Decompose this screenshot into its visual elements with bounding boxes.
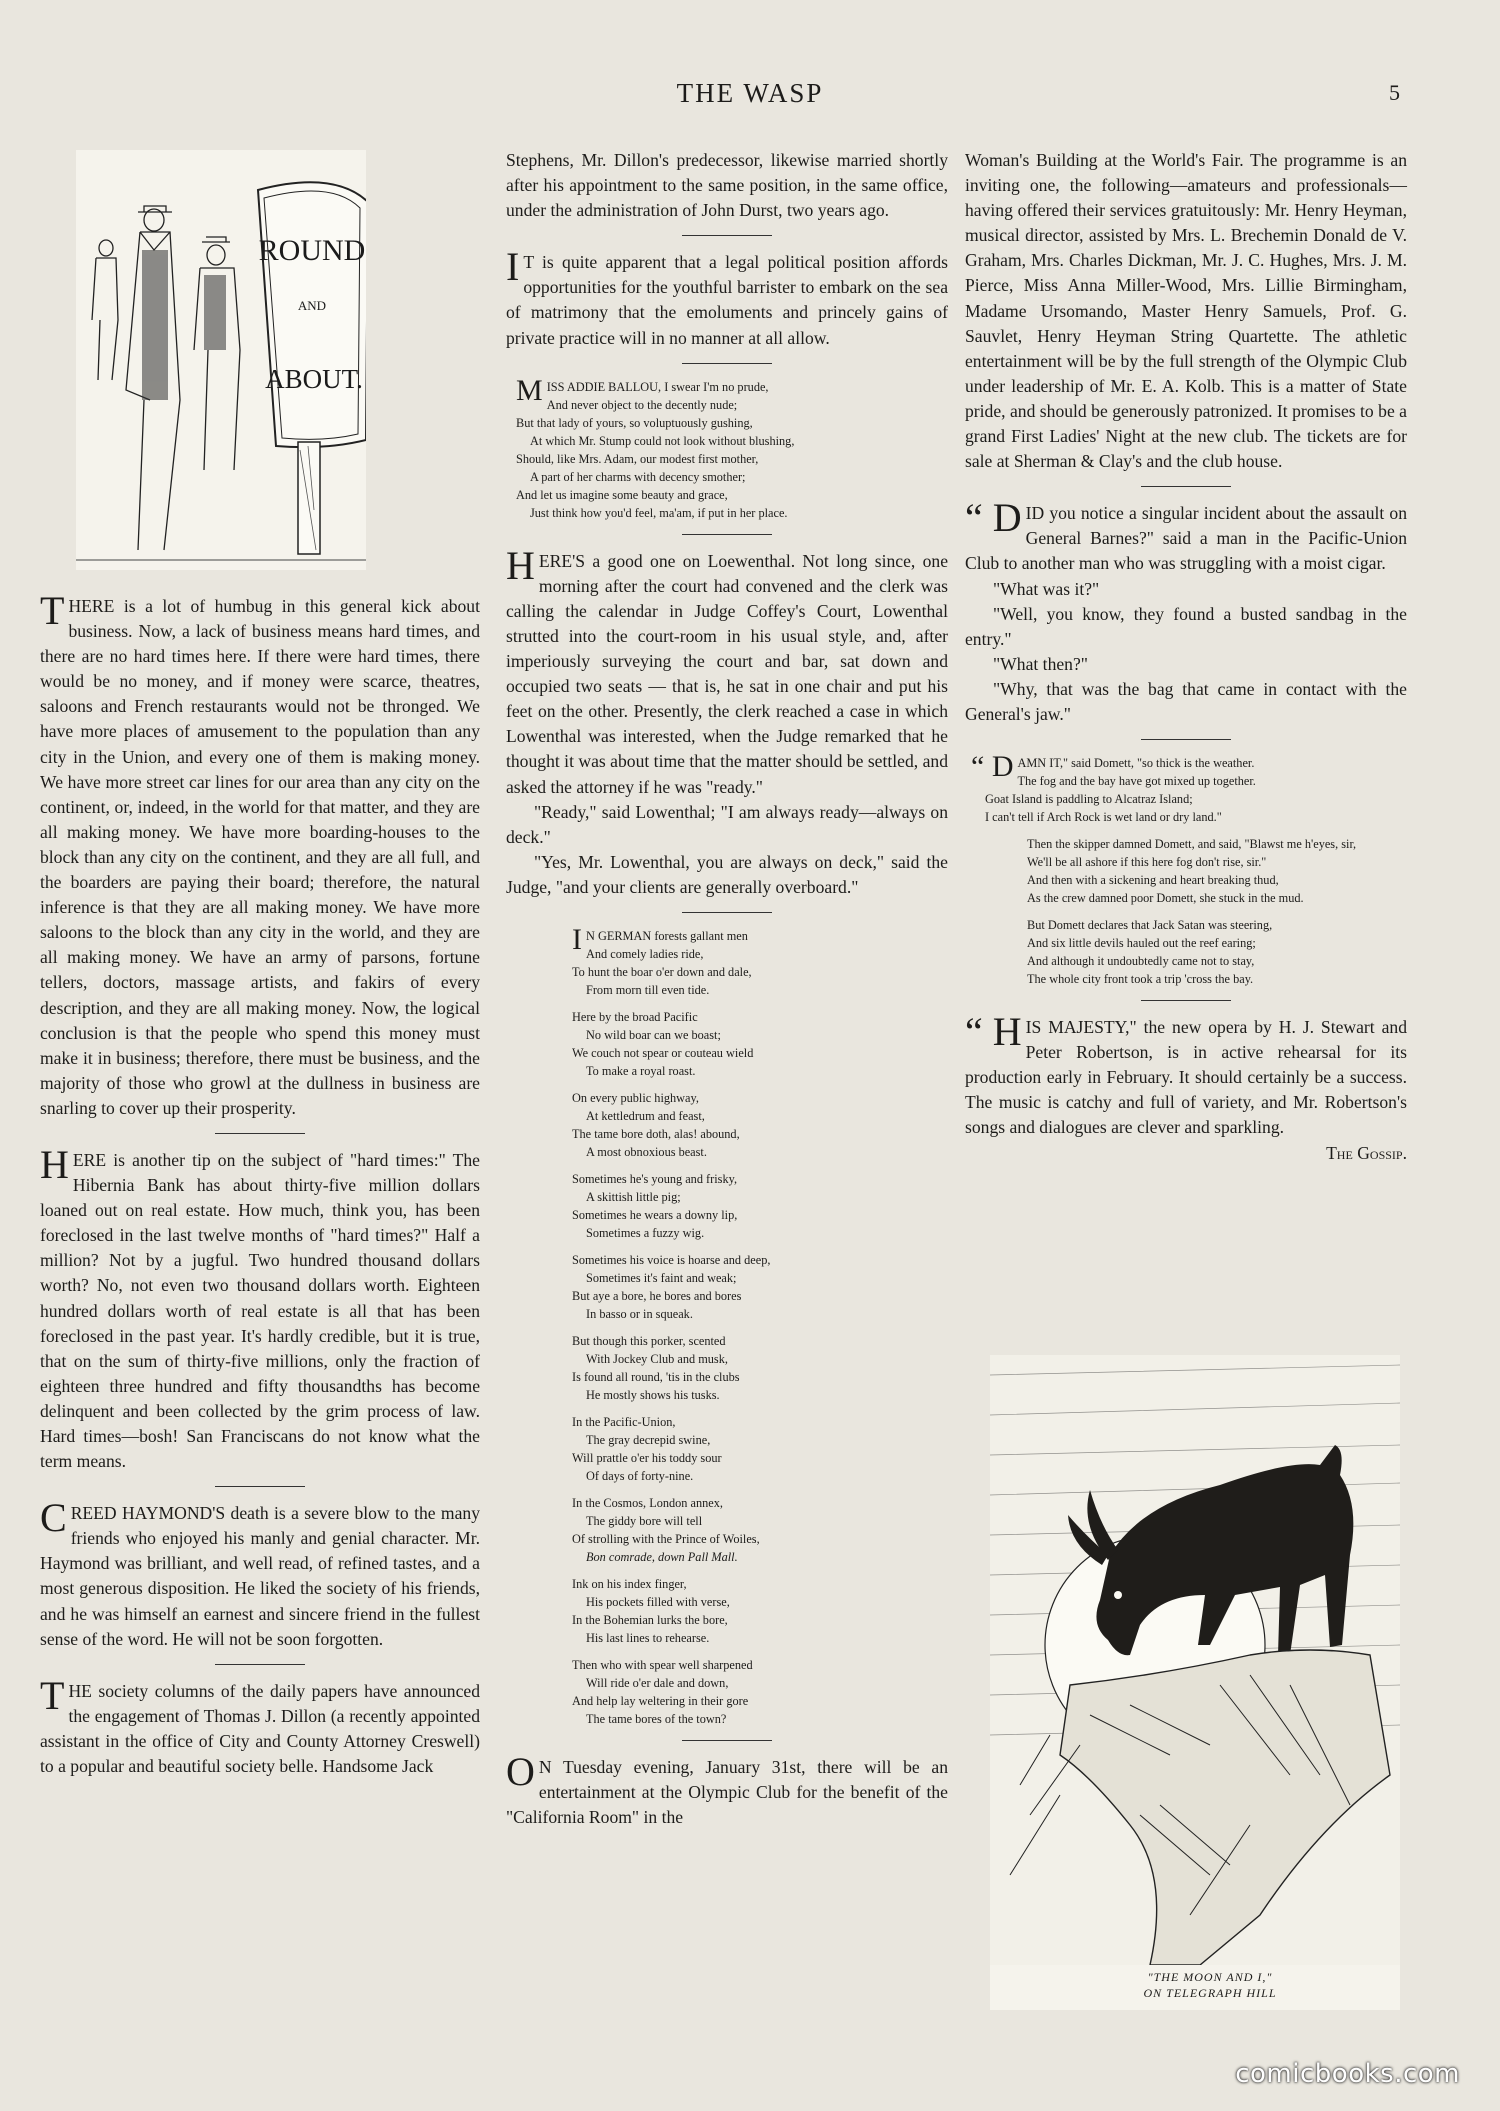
poem-line: At which Mr. Stump could not look without blushing, <box>530 433 795 448</box>
article-dillon-continued: Stephens, Mr. Dillon's predecessor, likewise married shortly after his appointment to the same position, in the same office, under the administration of John Durst, two years ago. <box>506 150 948 221</box>
poem-stanza <box>572 1251 948 1323</box>
poem-line: N GERMAN forests gallant men <box>586 928 748 943</box>
poem-line: In the Bohemian lurks the bore, <box>572 1612 728 1627</box>
article-paragraph: "What was it?" <box>993 578 1100 599</box>
poem-line: Bon comrade, down Pall Mall. <box>586 1549 738 1564</box>
poem-line: A skittish little pig; <box>586 1189 681 1204</box>
column-2 <box>506 148 948 1830</box>
poem-line: But though this porker, scented <box>572 1333 726 1348</box>
poem-line: I can't tell if Arch Rock is wet land or dry land." <box>985 810 1222 825</box>
article-text: ERE'S a good one on Loewenthal. Not long since, one morning after the court had convened and the clerk was calling the calendar in Judge Coffey's Court, Lowenthal strutted into the court-room in his usual style, and, after imperiously surveying the court and bar, sat down and occupied two seats — that is, he sat in one chair and put his feet on the other. Presently, the clerk reached a case in which Lowenthal was interested, when the Judge remarked that he thought it was about time that the matter should be settled, and asked the attorney if he was "ready." <box>506 550 948 797</box>
moon-goat-illustration <box>990 1355 1400 2010</box>
article-olympic-club <box>506 1748 948 1830</box>
article-text: ID you notice a singular incident about the assault on General Barnes?" said a man in the Pacific-Union Club to another man who was struggling with a moist cigar. <box>965 503 1407 574</box>
article-text: T is quite apparent that a legal political position affords opportunities for the youthful barrister to embark on the sea of matrimony that the emoluments and princely gains of private practice will in no manner at all allow. <box>506 252 948 348</box>
poem-line: Sometimes a fuzzy wig. <box>586 1225 705 1240</box>
poem-stanza <box>572 1656 948 1728</box>
article-general-barnes <box>965 495 1407 576</box>
poem-line: Of strolling with the Prince of Woiles, <box>572 1531 760 1546</box>
round-about-illustration <box>76 150 366 570</box>
site-watermark: comicbooks.com <box>1235 2059 1460 2089</box>
page-number: 5 <box>1389 80 1400 105</box>
poem-stanza <box>572 1008 948 1080</box>
poem-line: A part of her charms with decency smother; <box>530 469 746 484</box>
drop-cap: “ D <box>965 495 1022 541</box>
poem-line: ISS ADDIE BALLOU, I swear I'm no prude, <box>546 379 769 394</box>
poem-line: The gray decrepid swine, <box>586 1432 711 1447</box>
poem-line: Then who with spear well sharpened <box>572 1657 753 1672</box>
poem-line: And six little devils hauled out the reef earing; <box>1027 936 1256 951</box>
poem-line: Goat Island is paddling to Alcatraz Island; <box>985 792 1193 807</box>
poem-line: And never object to the decently nude; <box>546 397 738 412</box>
column-3 <box>965 148 1407 1166</box>
drop-cap: O <box>506 1748 535 1794</box>
section-divider <box>215 1133 305 1134</box>
poem-line: But Domett declares that Jack Satan was steering, <box>1027 918 1273 933</box>
drop-cap: C <box>40 1495 67 1541</box>
poem-stanza <box>572 1089 948 1161</box>
article-text: HE society columns of the daily papers have announced the engagement of Thomas J. Dillon (a recently appointed assistant in the office of City and County Attorney Creswell) to a popular and beautiful society belle. Handsome Jack <box>40 1680 480 1777</box>
poem-line: On every public highway, <box>572 1090 699 1105</box>
section-divider <box>215 1486 305 1487</box>
poem-line: Is found all round, 'tis in the clubs <box>572 1369 740 1384</box>
poem-line: Of days of forty-nine. <box>586 1468 694 1483</box>
poem-line: And help lay weltering in their gore <box>572 1693 749 1708</box>
poem-line: And then with a sickening and heart breaking thud, <box>1027 873 1279 888</box>
poem-line: But aye a bore, he bores and bores <box>572 1288 742 1303</box>
article-paragraph: "Well, you know, they found a busted sandbag in the entry." <box>965 603 1407 649</box>
section-divider <box>682 235 772 236</box>
poem-bores <box>572 922 948 1728</box>
sign-word-about: ABOUT. <box>265 364 363 394</box>
poem-line: Sometimes he wears a downy lip, <box>572 1207 738 1222</box>
drop-cap: I <box>506 244 520 290</box>
article-creed-haymond <box>40 1495 480 1652</box>
poem-stanza <box>572 922 948 999</box>
sign-word-round: ROUND <box>258 234 366 267</box>
article-paragraph: "What then?" <box>993 653 1088 674</box>
drop-cap: H <box>40 1141 69 1187</box>
goat-on-telegraph-hill-drawing <box>990 1355 1400 1965</box>
article-text: N Tuesday evening, January 31st, there will be an entertainment at the Olympic Club for the benefit of the "California Room" in the <box>506 1756 948 1828</box>
article-legal-position <box>506 244 948 350</box>
poem-stanza <box>971 750 1407 826</box>
poem-addie-ballou <box>516 373 948 522</box>
poem-line: No wild boar can we boast; <box>586 1027 721 1042</box>
poem-line: A most obnoxious beast. <box>586 1144 707 1159</box>
poem-stanza <box>572 1413 948 1485</box>
drop-cap: T <box>40 1672 65 1718</box>
drop-cap: H <box>506 542 535 588</box>
poem-line: Will ride o'er dale and down, <box>586 1675 729 1690</box>
poem-line: And comely ladies ride, <box>586 946 704 961</box>
article-text: REED HAYMOND'S death is a severe blow to the many friends who enjoyed his manly and genial character. Mr. Haymond was brilliant, and well read, of refined tastes, and a most generous disposition. He liked the society of his friends, and he was himself an earnest and sincere friend in the fullest sense of the word. He will not be soon forgotten. <box>40 1503 480 1649</box>
section-divider <box>682 534 772 535</box>
section-divider <box>682 363 772 364</box>
drop-cap: M <box>516 373 543 407</box>
page-header <box>0 74 1500 114</box>
poem-stanza <box>572 1170 948 1242</box>
poem-line: He mostly shows his tusks. <box>586 1387 720 1402</box>
poem-line: Then the skipper damned Domett, and said, "Blawst me h'eyes, sir, <box>1027 837 1357 852</box>
article-loewenthal <box>506 542 948 800</box>
article-paragraph: "Yes, Mr. Lowenthal, you are always on deck," said the Judge, "and your clients are generally overboard." <box>506 851 948 897</box>
section-divider <box>1141 486 1231 487</box>
poem-stanza <box>572 1575 948 1647</box>
poem-line: Here by the broad Pacific <box>572 1009 698 1024</box>
section-divider <box>682 912 772 913</box>
caption-subtitle: ON TELEGRAPH HILL <box>1143 1986 1277 2000</box>
article-text: HERE is a lot of humbug in this general kick about business. Now, a lack of business means hard times, and there are no hard times here. If there were hard times, there would be no money, and if money were scarce, theatres, saloons and French restaurants would not be thronged. We have more places of amusement to the population than any city in the Union, and every one of them is making money. We have more street car lines for our area than any city on the continent, or, indeed, in the world for that matter, and they are all making money. We have more boarding-houses to the block than any city on the continent, and they are all full, and the boarders are paying their board; therefore, the natural inference is that they are all making money. We have more saloons to the block than any city in the world, and they are all making money. We have an army of parsons, fortune tellers, doctors, massage artists, and fakirs of every description, and they are all making money. Now, the logical conclusion is that the people who spend this money must make it in business; therefore, there must be business, and the majority of those who growl at the dullness in business are snarling to cover up their prosperity. <box>40 596 480 1118</box>
poem-line: But that lady of yours, so voluptuously gushing, <box>516 415 753 430</box>
sign-word-and: AND <box>297 298 327 313</box>
poem-stanza <box>971 835 1407 907</box>
article-paragraph: "Ready," said Lowenthal; "I am always ready—always on deck." <box>506 801 948 847</box>
drop-cap: T <box>40 588 65 633</box>
poem-line: With Jockey Club and musk, <box>586 1351 728 1366</box>
round-about-drawing <box>76 150 366 570</box>
drop-cap: I <box>572 922 582 956</box>
poem-line: Ink on his index finger, <box>572 1576 687 1591</box>
poem-line: At kettledrum and feast, <box>586 1108 705 1123</box>
poem-stanza <box>971 916 1407 988</box>
section-divider <box>215 1664 305 1665</box>
article-dillon-engagement <box>40 1672 480 1779</box>
poem-stanza <box>572 1332 948 1404</box>
poem-line: Sometimes it's faint and weak; <box>586 1270 737 1285</box>
poem-line: His last lines to rehearse. <box>586 1630 710 1645</box>
article-paragraph: "Why, that was the bag that came in contact with the General's jaw." <box>965 678 1407 724</box>
poem-line: In the Pacific-Union, <box>572 1414 676 1429</box>
poem-line: From morn till even tide. <box>586 982 710 997</box>
poem-line: The giddy bore will tell <box>586 1513 703 1528</box>
illustration-caption <box>1080 1969 1340 2001</box>
poem-line: Sometimes his voice is hoarse and deep, <box>572 1252 771 1267</box>
poem-line: We couch not spear or couteau wield <box>572 1045 754 1060</box>
column-1 <box>40 588 480 1779</box>
poem-line: To hunt the boar o'er down and dale, <box>572 964 752 979</box>
poem-line: We'll be all ashore if this here fog don't rise, sir." <box>1027 855 1267 870</box>
article-his-majesty <box>965 1009 1407 1140</box>
poem-domett <box>971 750 1407 988</box>
poem-line: In basso or in squeak. <box>586 1306 693 1321</box>
poem-line: The tame bores of the town? <box>586 1711 727 1726</box>
drop-cap: “ D <box>971 750 1014 784</box>
poem-line: To make a royal roast. <box>586 1063 696 1078</box>
poem-line: Should, like Mrs. Adam, our modest first mother, <box>516 451 759 466</box>
article-business-kick <box>40 588 480 1121</box>
section-divider <box>1141 1000 1231 1001</box>
article-olympic-continued: Woman's Building at the World's Fair. The programme is an inviting one, the following—amateurs and professionals—having offered their services gratuitously: Mr. Henry Heyman, musical director, assisted by Mrs. L. Brechemin Donald de V. Graham, Mrs. Charles Dickman, Mr. J. C. Hughes, Mrs. J. M. Pierce, Miss Anna Miller-Wood, Mrs. Lillie Birmingham, Madame Ursomando, Master Henry Samuels, Prof. G. Sauvlet, Henry Heyman String Quartette. The athletic entertainment will be by the full strength of the Olympic Club under leadership of Mr. E. A. Kolb. This is a matter of State pride, and should be generously patronized. It promises to be a grand First Ladies' Night at the new club. The tickets are for sale at Sherman & Clay's and the club house. <box>965 150 1407 472</box>
poem-stanza <box>572 1494 948 1566</box>
article-text: ERE is another tip on the subject of "hard times:" The Hibernia Bank has about thirty-five million dollars loaned out on real estate. How much, think you, has been foreclosed in the last twelve months of "hard times?" Half a million? Not by a jugful. Two hundred thousand dollars worth? No, not even two thousand dollars worth. Eighteen hundred dollars worth of real estate is all that has been foreclosed in the past year. It's hardly credible, but it is true, that on the sum of thirty-five millions, only the fraction of eighteen three hundred and fifty thousandths has become delinquent and been collected by the grim process of law. Hard times—bosh! San Franciscans do not know what the term means. <box>40 1149 480 1472</box>
section-divider <box>682 1740 772 1741</box>
poem-line: Will prattle o'er his toddy sour <box>572 1450 722 1465</box>
poem-line: Just think how you'd feel, ma'am, if put in her place. <box>530 505 788 520</box>
signature: The Gossip. <box>1326 1142 1407 1163</box>
poem-line: His pockets filled with verse, <box>586 1594 730 1609</box>
poem-line: The tame bore doth, alas! abound, <box>572 1126 740 1141</box>
poem-line: The whole city front took a trip 'cross the bay. <box>1027 972 1254 987</box>
poem-line: Sometimes he's young and frisky, <box>572 1171 738 1186</box>
section-divider <box>1141 739 1231 740</box>
caption-title: "THE MOON AND I," <box>1147 1970 1273 1984</box>
poem-line: As the crew damned poor Domett, she stuck in the mud. <box>1027 891 1304 906</box>
poem-line: And although it undoubtedly came not to stay, <box>1027 954 1255 969</box>
poem-line: AMN IT," said Domett, "so thick is the weather. <box>1017 756 1255 771</box>
masthead-title: THE WASP <box>676 78 824 108</box>
poem-line: The fog and the bay have got mixed up together. <box>1017 774 1256 789</box>
poem-line: In the Cosmos, London annex, <box>572 1495 723 1510</box>
article-text: IS MAJESTY," the new opera by H. J. Stewart and Peter Robertson, is in active rehearsal for its production early in February. It should certainly be a success. The music is catchy and full of variety, and Mr. Robertson's songs and dialogues are clever and sparkling. <box>965 1017 1407 1138</box>
poem-line: And let us imagine some beauty and grace, <box>516 487 728 502</box>
drop-cap: “ H <box>965 1009 1022 1055</box>
article-hibernia-bank <box>40 1141 480 1474</box>
